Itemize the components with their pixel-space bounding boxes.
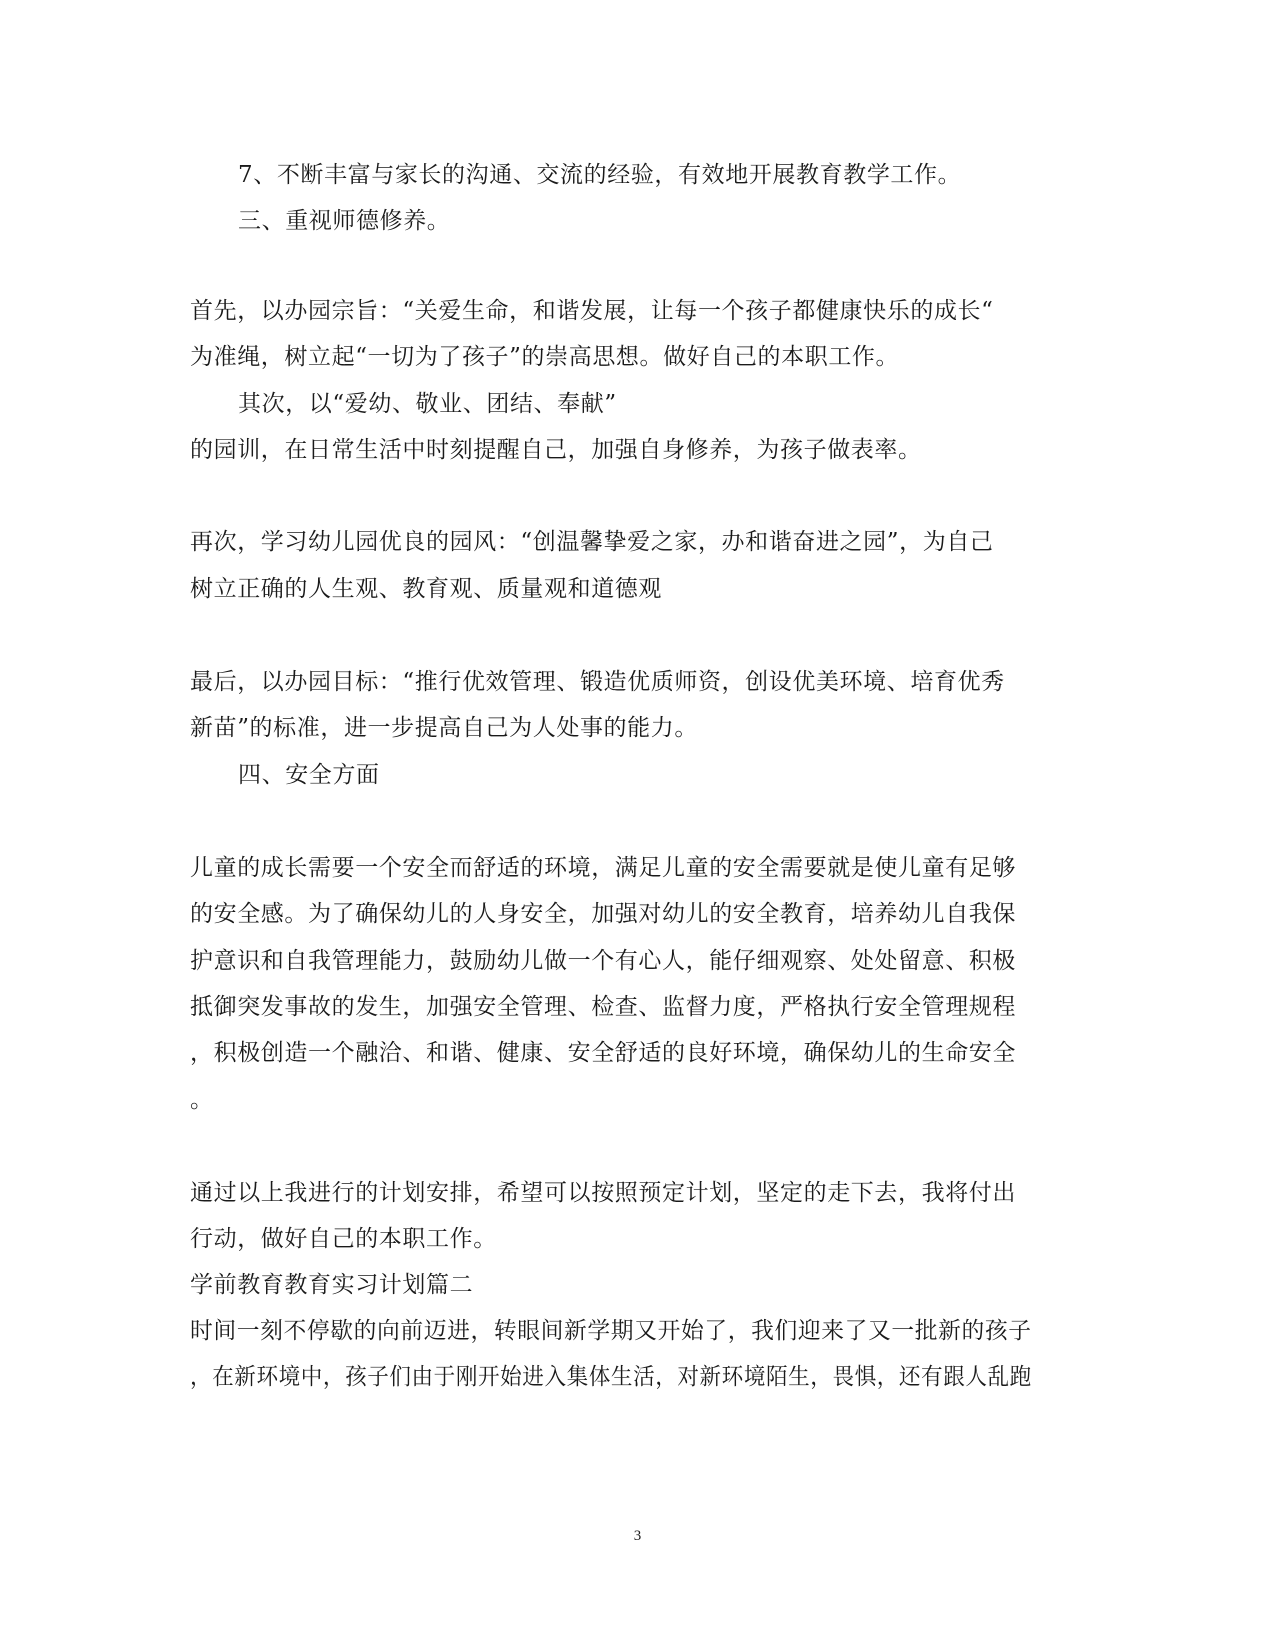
text-line: 为准绳，树立起“一切为了孩子”的崇高思想。做好自己的本职工作。 (190, 344, 900, 370)
text-line: 的园训，在日常生活中时刻提醒自己，加强自身修养，为孩子做表率。 (190, 437, 922, 463)
text-line: 行动，做好自己的本职工作。 (190, 1226, 497, 1252)
text-line: 。 (190, 1087, 214, 1113)
text-line: 7、不断丰富与家长的沟通、交流的经验，有效地开展教育教学工作。 (238, 162, 962, 188)
article-heading: 学前教育教育实习计划篇二 (190, 1272, 474, 1298)
text-line: 首先，以办园宗旨：“关爱生命，和谐发展，让每一个孩子都健康快乐的成长“ (190, 298, 994, 324)
text-line: 儿童的成长需要一个安全而舒适的环境，满足儿童的安全需要就是使儿童有足够 (190, 855, 1016, 881)
text-line: 新苗”的标准，进一步提高自己为人处事的能力。 (190, 715, 698, 741)
text-line: 通过以上我进行的计划安排，希望可以按照预定计划，坚定的走下去，我将付出 (190, 1180, 1016, 1206)
page-number: 3 (633, 1528, 642, 1544)
section-heading: 四、安全方面 (238, 762, 380, 788)
text-line: 最后，以办园目标：“推行优效管理、锻造优质师资，创设优美环境、培育优秀 (190, 669, 1005, 695)
text-line: 其次，以“爱幼、敬业、团结、奉献” (238, 391, 617, 417)
text-line: ，在新环境中，孩子们由于刚开始进入集体生活，对新环境陌生，畏惧，还有跟人乱跑 (190, 1364, 1032, 1390)
text-line: 时间一刻不停歇的向前迈进，转眼间新学期又开始了，我们迎来了又一批新的孩子 (190, 1318, 1032, 1344)
text-line: 再次，学习幼儿园优良的园风：“创温馨挚爱之家，办和谐奋进之园”，为自己 (190, 529, 994, 555)
text-line: 抵御突发事故的发生，加强安全管理、检查、监督力度，严格执行安全管理规程 (190, 994, 1016, 1020)
text-line: 的安全感。为了确保幼儿的人身安全，加强对幼儿的安全教育，培养幼儿自我保 (190, 901, 1016, 927)
text-line: ，积极创造一个融洽、和谐、健康、安全舒适的良好环境，确保幼儿的生命安全 (190, 1040, 1016, 1066)
section-heading: 三、重视师德修养。 (238, 208, 451, 234)
text-line: 树立正确的人生观、教育观、质量观和道德观 (190, 576, 662, 602)
text-line: 护意识和自我管理能力，鼓励幼儿做一个有心人，能仔细观察、处处留意、积极 (190, 948, 1016, 974)
